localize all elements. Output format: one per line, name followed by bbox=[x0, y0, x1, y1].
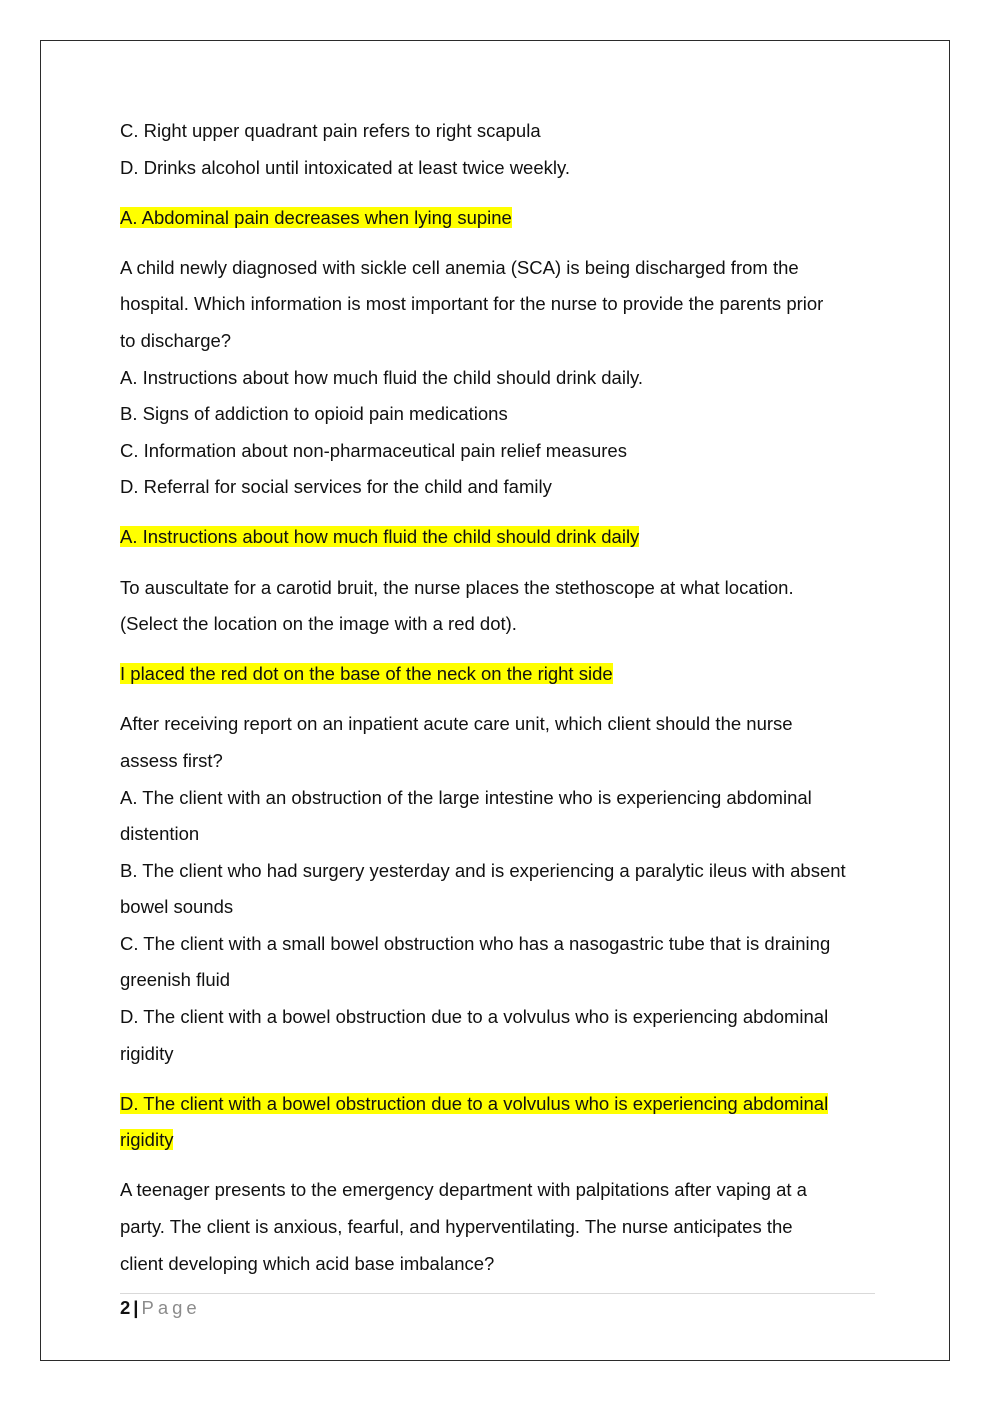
question-line: After receiving report on an inpatient acute care unit, which client should the nurse bbox=[120, 713, 793, 735]
footer-divider bbox=[120, 1293, 875, 1294]
option-line: bowel sounds bbox=[120, 896, 234, 918]
question-line: assess first? bbox=[120, 749, 223, 771]
option-line: B. The client who had surgery yesterday and is experiencing a paralytic ileus with absent bbox=[120, 859, 846, 881]
option-line: B. Signs of addiction to opioid pain medications bbox=[120, 403, 508, 425]
question-line: (Select the location on the image with a red dot). bbox=[120, 613, 517, 635]
option-line: C. Information about non-pharmaceutical pain relief measures bbox=[120, 439, 627, 461]
option-line: D. Drinks alcohol until intoxicated at least twice weekly. bbox=[120, 156, 571, 178]
answer-highlight: A. Abdominal pain decreases when lying supine bbox=[120, 206, 512, 228]
answer-line bbox=[120, 1086, 880, 1123]
answer-line bbox=[120, 1122, 880, 1159]
page-footer bbox=[120, 1296, 201, 1320]
answer-highlight: A. Instructions about how much fluid the child should drink daily bbox=[120, 526, 640, 548]
option-line: A. The client with an obstruction of the large intestine who is experiencing abdominal bbox=[120, 786, 812, 808]
option-line: C. Right upper quadrant pain refers to right scapula bbox=[120, 120, 541, 141]
answer-line bbox=[120, 200, 880, 237]
question-line: To auscultate for a carotid bruit, the nurse places the stethoscope at what location. bbox=[120, 576, 794, 598]
option-line: C. The client with a small bowel obstruction who has a nasogastric tube that is draining bbox=[120, 932, 831, 954]
option-line: D. Referral for social services for the child and family bbox=[120, 476, 552, 498]
page-number: 2 bbox=[120, 1297, 131, 1318]
question-line: client developing which acid base imbalance? bbox=[120, 1252, 495, 1274]
question-line: A teenager presents to the emergency department with palpitations after vaping at a bbox=[120, 1179, 807, 1201]
question-line: to discharge? bbox=[120, 329, 232, 351]
question-line: party. The client is anxious, fearful, and hyperventilating. The nurse anticipates the bbox=[120, 1216, 793, 1238]
option-line: greenish fluid bbox=[120, 969, 231, 991]
option-line: A. Instructions about how much fluid the child should drink daily. bbox=[120, 366, 644, 388]
answer-line bbox=[120, 519, 880, 556]
option-line: rigidity bbox=[120, 1042, 174, 1064]
question-line: A child newly diagnosed with sickle cell anemia (SCA) is being discharged from the bbox=[120, 256, 799, 278]
option-line: distention bbox=[120, 823, 200, 845]
footer-separator: | bbox=[133, 1297, 139, 1318]
option-line: D. The client with a bowel obstruction due to a volvulus who is experiencing abdominal bbox=[120, 1006, 829, 1028]
document-body bbox=[120, 113, 880, 1282]
answer-highlight: I placed the red dot on the base of the neck on the right side bbox=[120, 663, 613, 685]
answer-line bbox=[120, 656, 880, 693]
question-line: hospital. Which information is most important for the nurse to provide the parents prior bbox=[120, 293, 824, 315]
page-label: Page bbox=[141, 1297, 201, 1318]
answer-highlight: rigidity bbox=[120, 1129, 174, 1151]
answer-highlight: D. The client with a bowel obstruction due to a volvulus who is experiencing abdominal bbox=[120, 1092, 829, 1114]
